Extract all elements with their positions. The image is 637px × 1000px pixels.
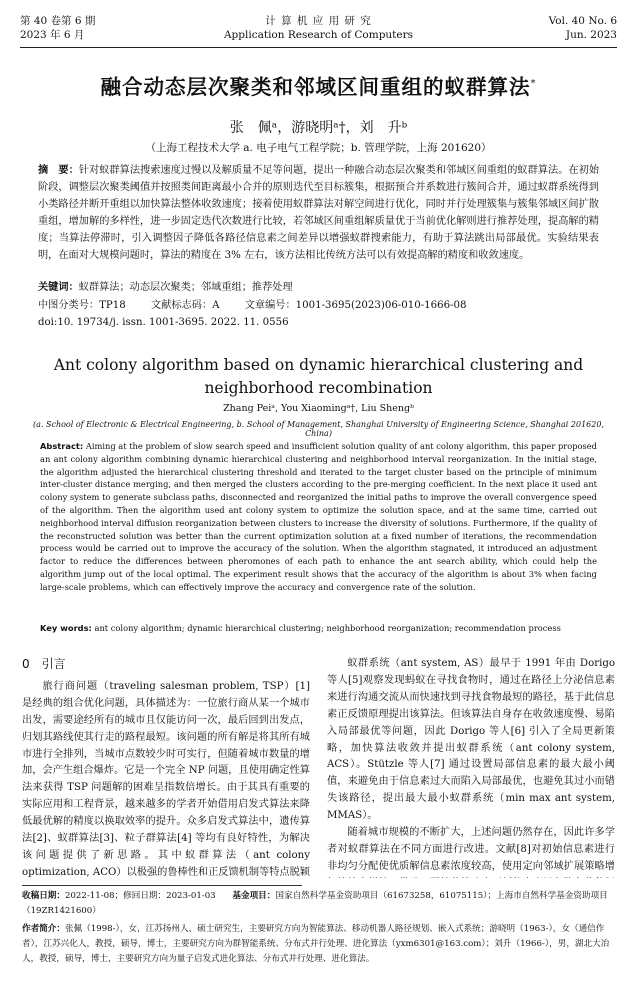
- author-list: 张 佩ᵃ，游晓明ᵃ†，刘 升ᵇ: [229, 120, 408, 136]
- english-title: Ant colony algorithm based on dynamic hierarchical clustering and neighborhood recombination: [53, 356, 584, 397]
- publication-date: 2023 年 6 月: [20, 29, 85, 41]
- abstract-en: [40, 440, 597, 620]
- footnote-dates-fund: [22, 889, 615, 919]
- classification-line: [38, 297, 599, 314]
- publication-date-en: Jun. 2023: [565, 29, 617, 41]
- abstract-en-text: Aiming at the problem of slow search speed and insufficient solution quality of ant colony algorithm, this paper proposed an ant colony algorithm combining dynamic hierarchical clustering and neighborhood interval reorganization. In the initial stage, the algorithm adjusted the hierarchical clustering threshold and iterated to the target cluster based on the principle of minimum inter-cluster distance merging, and then merged the clusters according to the pre-merging coefficient. In the next place it used ant colony system to generate subclass paths, disconnected and reorganized the initial paths to improve the overall convergence speed of the algorithm. Then the algorithm used ant colony system to optimize the solution space, and at the same time, carried out neighborhood interval diffusion reorganization between clusters to increase the diversity of solutions. Furthermore, if the quality of the reconstructed solution was better than the current optimization solution at a fixed number of iterations, the recommendation process would be carried out to improve the accuracy of the solution. When the algorithm stagnated, it introduced an adjustment factor to reduce the differences between pheromones of each path to enhance the ant search ability, which could help the algorithm jump out of the local optimal. The experiment result shows that the accuracy of the algorithm is about 3% when facing large-scale problems, which can effectively improve the accuracy and convergence rate of the solution.: [40, 441, 597, 592]
- paragraph: 随着城市规模的不断扩大，上述问题仍然存在，因此许多学者对蚁群算法在不同方面进行改进。文献[8]对初始信息素进行非均匀分配使优质解信息素浓度较高，使用定向邻域扩展策略增: [327, 827, 615, 872]
- paragraph: 旅行商问题（traveling salesman problem, TSP）[1] 是经典的组合优化问题，具体描述为：一位旅行商从某一个城市出发，需要途经所有的城市且仅能访问一次，最后回到出发点，归划其路线使其行走的路程最短。该问题的所有解是将其所有城市进行全排列，当城市点数较少时可实行，但随着城市数量的增加，会产生组合爆炸。它是一个完全 NP 问题，且使用确定性算法来获得 TSP 问题解的困难呈指数倍增长。由于其具有重要的实际应用和工程背景，越来越多的学者开始借用启发式算法来降低最优解的精度以换取效率的提升。众多启发式算法中，遗传算法[2]、蚁群算法[3]、粒子群算法[4] 等均有良好特性，为解决该问题提供了新思路。其中蚁群算法（ant colony optimization, ACO）以极强的鲁棒性和正反馈机制等特点脱颖: [22, 680, 310, 878]
- header-right: [549, 14, 617, 42]
- volume-issue-en: Vol. 40 No. 6: [548, 15, 617, 27]
- paper-title: [20, 70, 617, 100]
- section-heading-intro: 0 引言: [22, 657, 66, 671]
- paper-title-text: 融合动态层次聚类和邻域区间重组的蚁群算法: [100, 75, 531, 99]
- article-number: 文章编号：1001-3695(2023)06-010-1666-08: [244, 300, 467, 311]
- keywords-en-text: ant colony algorithm; dynamic hierarchical clustering; neighborhood reorganization; recommendation process: [94, 623, 561, 633]
- body-column-left: [22, 656, 310, 878]
- received-label: 收稿日期：: [22, 891, 65, 901]
- title-footnote-mark: *: [530, 78, 537, 90]
- header-center: [20, 14, 617, 42]
- running-header: [20, 14, 617, 48]
- document-code: 文献标志码：A: [151, 300, 220, 311]
- footnote-rule: [22, 885, 302, 886]
- fund-text: 国家自然科学基金资助项目（61673258，61075115）；上海市自然科学基金资助项目（19ZR1421600）: [22, 891, 608, 916]
- journal-name-en: Application Research of Computers: [223, 29, 414, 41]
- doi[interactable]: doi:10. 19734/j. issn. 1001-3695. 2022. 11. 0556: [38, 317, 289, 328]
- fund-label: 基金项目：: [232, 891, 276, 901]
- paragraph: 蚁群系统（ant system, AS）最早于 1991 年由 Dorigo 等人[5]观察发现蚂蚁在寻找食物时，通过在路径上分泌信息素来进行沟通交流从而快速找到寻找食物最短的路径，基于此信息素正反馈原理提出该算法。但该算法自身存在收敛速度慢、易陷入局部最优等问题，因此 Dorigo 等人[6] 引入了全局更新策略，加快算法收敛并提出蚁群系统（ant colony system, ACS）。Stützle 等人[7] 通过设置局部信息素的最大最小阈值，来避免由于信息素过大而陷入局部最优，也避免其过小而错失该路径，提出最大最小蚁群系统（min max ant system, MMAS）。: [327, 658, 615, 822]
- abstract-en-label: Abstract:: [40, 441, 84, 451]
- keywords-cn: [38, 279, 599, 296]
- volume-issue: 第 40 卷第 6 期: [20, 15, 96, 27]
- footnote-bio: [22, 922, 615, 967]
- author-affiliation: （上海工程技术大学 a. 电子电气工程学院；b. 管理学院，上海 201620）: [145, 142, 492, 154]
- keywords-en-label: Key words:: [40, 623, 92, 633]
- received-dates: 2022-11-08；修回日期：2023-01-03: [64, 891, 216, 901]
- english-affiliation: (a. School of Electronic & Electrical Engineering, b. School of Management, Shanghai University of Engineering Science, Shanghai 201620, China): [33, 420, 604, 438]
- english-authors: Zhang Peiᵃ, You Xiaomingᵃ†, Liu Shengᵇ: [223, 403, 414, 414]
- header-rule: [20, 47, 617, 48]
- clc-number: 中图分类号：TP18: [38, 300, 126, 311]
- body-column-right: [327, 656, 615, 878]
- bio-text: 张佩（1998-），女，江苏扬州人，硕士研究生，主要研究方向为智能算法、移动机器人路径规划、嵌入式系统；游晓明（1963-），女（通信作者），江苏兴化人，教授，硕导，博士，主要研究方向为群智能系统、分布式并行处理、进化算法（yxm6301@163.com）；刘升（1966-），男，湖北大冶人，教授，硕导，博士，主要研究方向为量子启发式进化算法、分布式并行处理、进化算法。: [22, 924, 610, 964]
- keywords-cn-text: 蚁群算法；动态层次聚类；邻域重组；推荐处理: [78, 282, 293, 293]
- abstract-cn-text: 针对蚁群算法搜索速度过慢以及解质量不足等问题，提出一种融合动态层次聚类和邻域区间重组的蚁群算法。在初始阶段，调整层次聚类阈值并按照类间距离最小合并的原则迭代至目标簇集，根据预合并系数进行簇间合并，通过蚁群系统得到小类路径并断开重组以加快算法整体收敛速度；接着使用蚁群算法对解空间进行优化，同时并行处理簇集与簇集邻域区间扩散重组，增加解的多样性，进一步固定迭代次数进行比较，若邻域区间重组解质量优于当前优化解则进行推荐处理，提高解的精度；当算法停滞时，引入调整因子降低各路径信息素之间差异以增强蚁群搜索能力，有助于算法跳出局部最优。实验结果表明，在面对大规模问题时，算法的精度在 3% 左右，该方法相比传统方法可以有效提高解的精度和收敛速度。: [38, 165, 599, 261]
- keywords-en: [40, 620, 597, 637]
- keywords-label: 关键词：: [38, 282, 79, 293]
- bio-label: 作者简介：: [22, 924, 65, 934]
- journal-name-cn: 计 算 机 应 用 研 究: [265, 15, 372, 27]
- abstract-label: 摘 要：: [38, 165, 79, 176]
